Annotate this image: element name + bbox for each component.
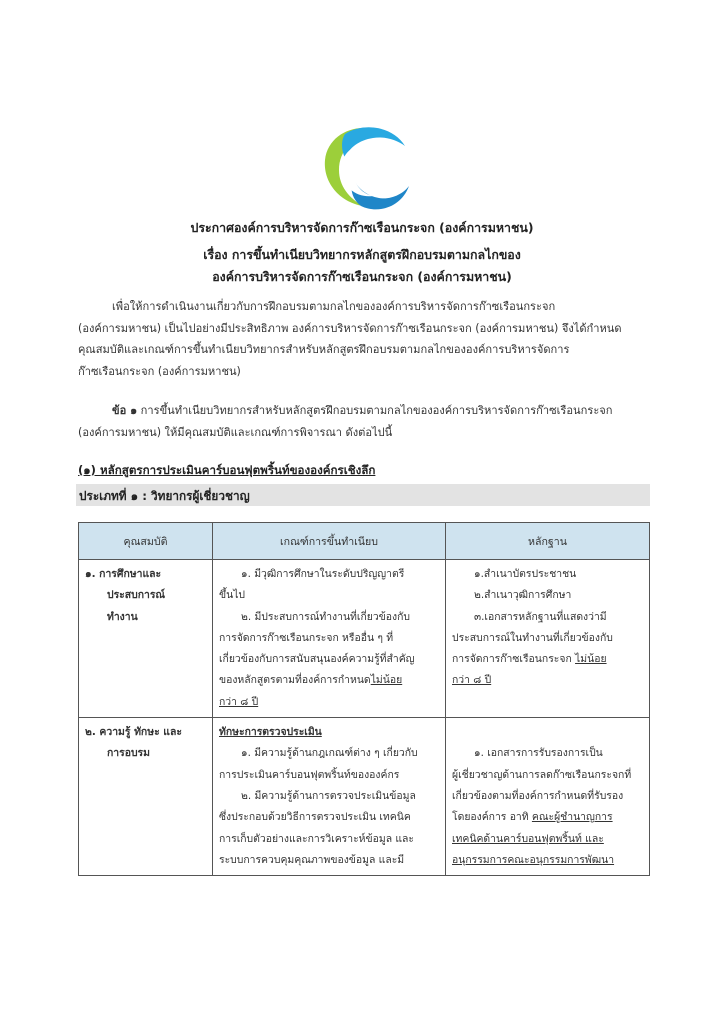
- evidence-text: [452, 649, 643, 670]
- criteria-text: ๒. มีประสบการณ์ทำงานที่เกี่ยวข้องกับ: [241, 610, 410, 623]
- section-title: (๑) หลักสูตรการประเมินคาร์บอนฟุตพริ้นท์ขององค์กรเชิงลึก: [78, 463, 376, 477]
- evidence-text: ผู้เชี่ยวชาญด้านการลดก๊าซเรือนกระจกที่: [452, 768, 632, 781]
- intro-line-2: (องค์การมหาชน) เป็นไปอย่างมีประสิทธิภาพ องค์การบริหารจัดการก๊าซเรือนกระจก (องค์การมหาชน) จึงได้กำหนด: [78, 321, 622, 335]
- qualification-text: ๑. การศึกษาและ: [85, 568, 162, 580]
- qualification-text: การอบรม: [107, 747, 150, 760]
- clause-1-line-1: [78, 400, 650, 422]
- evidence-text: ๑. เอกสารการรับรองการเป็น: [474, 747, 603, 760]
- evidence-underlined-text: กว่า ๘ ปี: [452, 674, 492, 687]
- evidence-text: ๓.เอกสารหลักฐานที่แสดงว่ามี: [474, 610, 607, 623]
- table-row: [79, 560, 650, 718]
- criteria-text: ๑. มีวุฒิการศึกษาในระดับปริญญาตรี: [241, 568, 405, 580]
- qualification-table: [78, 522, 650, 876]
- evidence-text: ประสบการณ์ในทำงานที่เกี่ยวข้องกับ: [452, 631, 613, 644]
- criteria-text: ๒. มีความรู้ด้านการตรวจประเมินข้อมูล: [241, 789, 416, 802]
- qualification-text: ทำงาน: [107, 610, 138, 623]
- qualification-text: ๒. ความรู้ ทักษะ และ: [85, 726, 182, 739]
- evidence-cell: [446, 560, 650, 718]
- evidence-underlined-text: อนุกรรมการคณะอนุกรรมการพัฒนา: [452, 853, 615, 866]
- qualification-text: ประสบการณ์: [107, 589, 166, 602]
- criteria-text: [219, 670, 439, 691]
- criteria-cell: [213, 718, 446, 876]
- evidence-text-part: โดยองค์การ อาทิ: [452, 811, 532, 824]
- criteria-text: ซึ่งประกอบด้วยวิธีการตรวจประเมิน เทคนิค: [219, 811, 411, 824]
- criteria-text: ขึ้นไป: [219, 589, 246, 602]
- intro-line-1: เพื่อให้การดำเนินงานเกี่ยวกับการฝึกอบรมตามกลไกขององค์การบริหารจัดการก๊าซเรือนกระจก: [112, 300, 556, 313]
- intro-line-3: คุณสมบัติและเกณฑ์การขึ้นทำเนียบวิทยากรสำหรับหลักสูตรฝึกอบรมตามกลไกขององค์การบริหารจัดการ: [78, 343, 570, 356]
- criteria-underlined-text: ไม่น้อย: [370, 674, 403, 687]
- evidence-cell: [446, 718, 650, 876]
- evidence-underlined-text: คณะผู้ชำนาญการ: [531, 811, 613, 824]
- intro-paragraph: [78, 296, 650, 382]
- criteria-underlined-text: กว่า ๘ ปี: [219, 695, 259, 708]
- announcement-title: ประกาศองค์การบริหารจัดการก๊าซเรือนกระจก (องค์การมหาชน): [190, 220, 534, 235]
- qualification-cell: [79, 560, 213, 718]
- clause-1-label: ข้อ ๑: [112, 404, 138, 417]
- header-qualification: คุณสมบัติ: [79, 523, 213, 560]
- clause-1-line-2: (องค์การมหาชน) ให้มีคุณสมบัติและเกณฑ์การพิจารณา ดังต่อไปนี้: [78, 425, 393, 439]
- announcement-subject-line-2: องค์การบริหารจัดการก๊าซเรือนกระจก (องค์การมหาชน): [212, 269, 512, 284]
- evidence-text-part: การจัดการก๊าซเรือนกระจก: [452, 653, 576, 666]
- evidence-text: เกี่ยวข้องตามที่องค์การกำหนดที่รับรอง: [452, 789, 624, 802]
- evidence-underlined-text: เทคนิคด้านคาร์บอนฟุตพริ้นท์ และ: [452, 832, 604, 845]
- criteria-text: การประเมินคาร์บอนฟุตพริ้นท์ขององค์กร: [219, 768, 400, 781]
- table-row: [79, 718, 650, 876]
- qualification-cell: [79, 718, 213, 876]
- evidence-text: ๑.สำเนาบัตรประชาชน: [474, 568, 577, 580]
- organization-logo: [305, 124, 415, 214]
- criteria-text: การจัดการก๊าซเรือนกระจก หรืออื่น ๆ ที่: [219, 631, 394, 644]
- header-evidence: หลักฐาน: [446, 523, 650, 560]
- clause-1-paragraph: [78, 400, 650, 443]
- criteria-text: เกี่ยวข้องกับการสนับสนุนองค์ความรู้ที่สำคัญ: [219, 653, 415, 666]
- evidence-text: ๒.สำเนาวุฒิการศึกษา: [474, 589, 572, 602]
- criteria-text: ระบบการควบคุมคุณภาพของข้อมูล และมี: [219, 853, 405, 866]
- announcement-subject-line-1: เรื่อง การขึ้นทำเนียบวิทยากรหลักสูตรฝึกอบรมตามกลไกของ: [203, 247, 521, 262]
- criteria-text: ๑. มีความรู้ด้านกฎเกณฑ์ต่าง ๆ เกี่ยวกับ: [241, 747, 418, 760]
- criteria-cell: [213, 560, 446, 718]
- criteria-subheading: ทักษะการตรวจประเมิน: [219, 726, 322, 739]
- header-criteria: เกณฑ์การขึ้นทำเนียบ: [213, 523, 446, 560]
- table-header-row: [79, 523, 650, 560]
- clause-1-text: การขึ้นทำเนียบวิทยากรสำหรับหลักสูตรฝึกอบรมตามกลไกขององค์การบริหารจัดการก๊าซเรือนกระจก: [137, 404, 613, 417]
- evidence-text: [452, 807, 643, 828]
- intro-line-4: ก๊าซเรือนกระจก (องค์การมหาชน): [78, 364, 241, 378]
- criteria-text: การเก็บตัวอย่างและการวิเคราะห์ข้อมูล และ: [219, 832, 415, 845]
- criteria-text-part: ของหลักสูตรตามที่องค์การกำหนด: [219, 674, 371, 687]
- type-title-bar: [76, 484, 650, 506]
- evidence-underlined-text: ไม่น้อย: [575, 653, 607, 666]
- type-title: ประเภทที่ ๑ : วิทยากรผู้เชี่ยวชาญ: [79, 489, 250, 503]
